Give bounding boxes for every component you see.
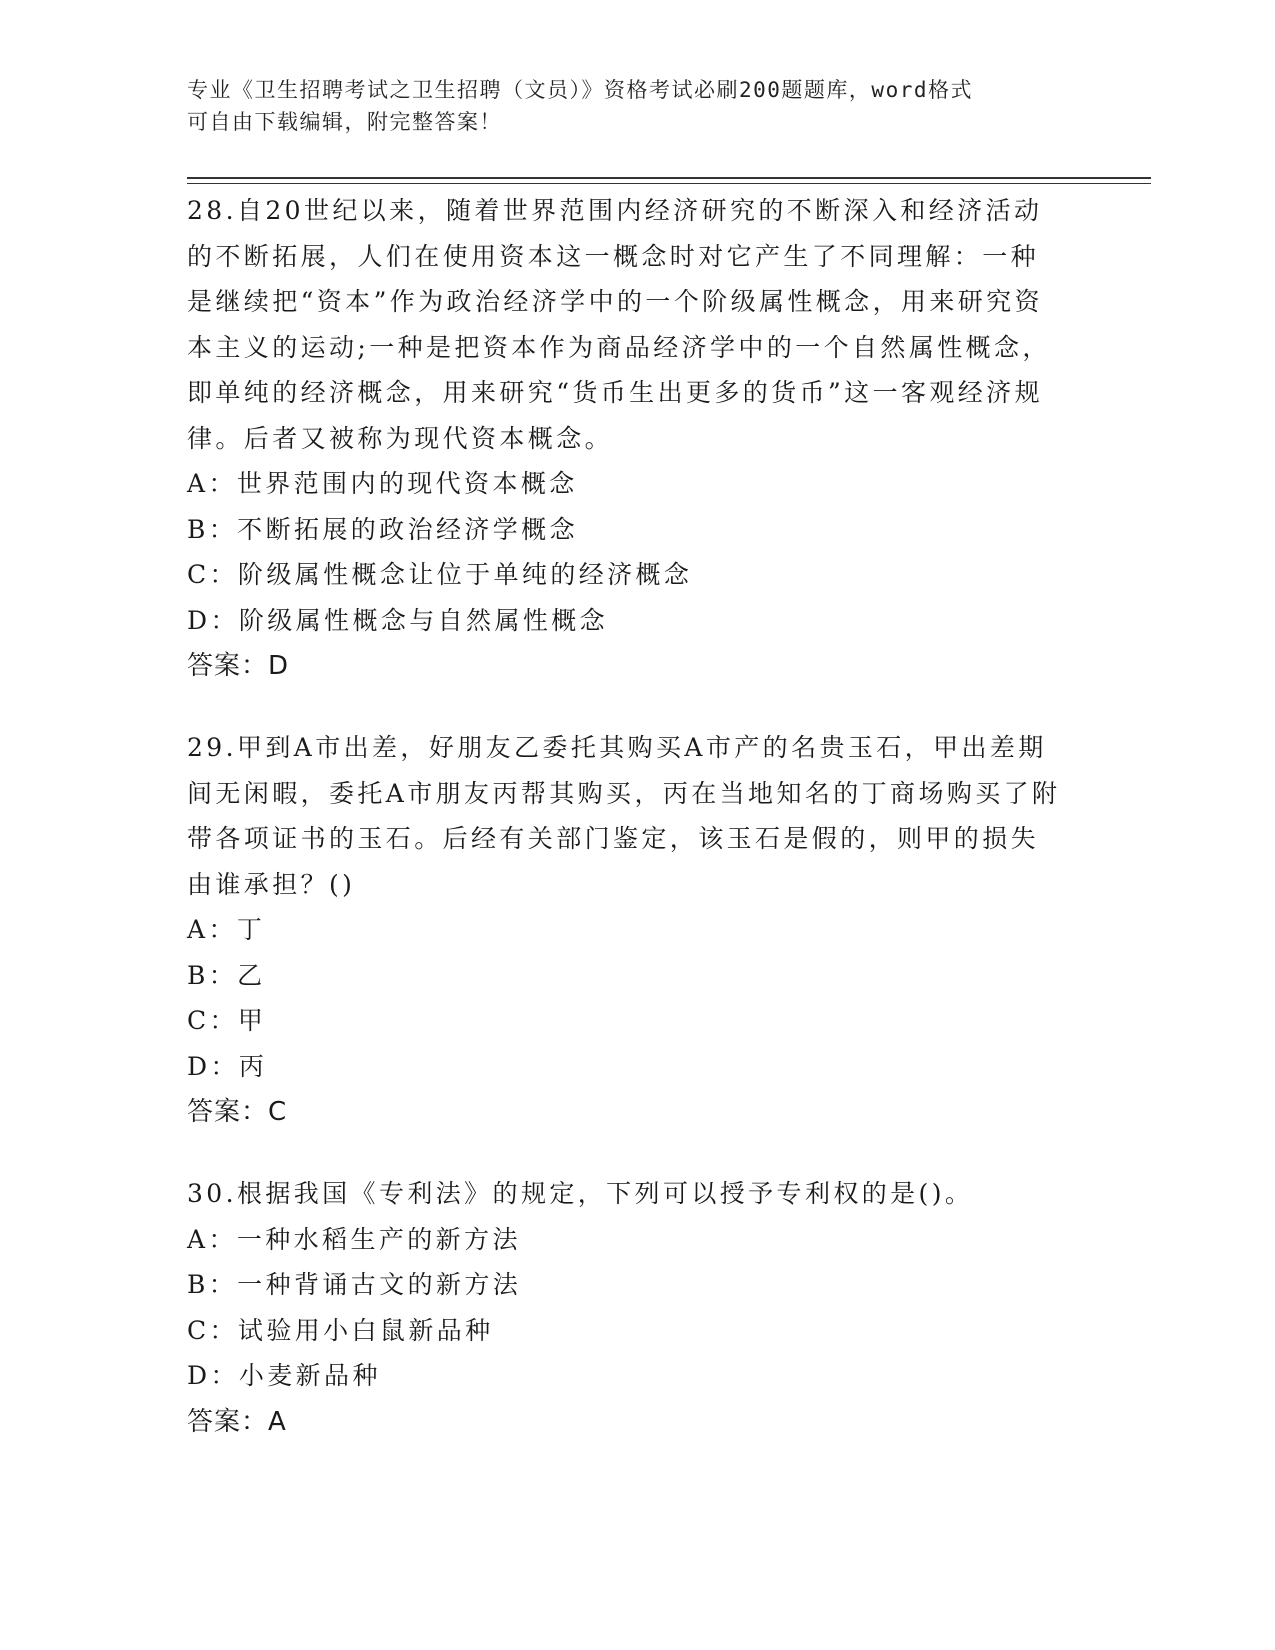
header-line-1: 专业《卫生招聘考试之卫生招聘（文员）》资格考试必刷200题题库，word格式 bbox=[187, 78, 973, 102]
question-text: 30.根据我国《专利法》的规定，下列可以授予专利权的是()。 bbox=[187, 1179, 974, 1208]
question-text: 28.自20世纪以来，随着世界范围内经济研究的不断深入和经济活动的不断拓展，人们在使用资本这一概念时对它产生了不同理解：一种是继续把“资本”作为政治经济学中的一个阶级属性概念，用来研究资本主义的运动;一种是把资本作为商品经济学中的一个自然属性概念，即单纯的经济概念，用来研究“货币生出更多的货币”这一客观经济规律。后者又被称为现代资本概念。 bbox=[187, 196, 1051, 453]
question-text: 29.甲到A市出差，好朋友乙委托其购买A市产的名贵玉石，甲出差期间无闲暇，委托A市朋友丙帮其购买，丙在当地知名的丁商场购买了附带各项证书的玉石。后经有关部门鉴定，该玉石是假的，则甲的损失由谁承担？() bbox=[187, 733, 1061, 899]
question-28 bbox=[187, 188, 1067, 689]
header-divider-thin bbox=[187, 183, 1151, 184]
option-d: D：丙 bbox=[187, 1051, 268, 1081]
question-29 bbox=[187, 725, 1067, 1135]
answer-line: 答案：C bbox=[187, 1097, 288, 1127]
option-a: A：一种水稻生产的新方法 bbox=[187, 1224, 521, 1254]
option-a: A：世界范围内的现代资本概念 bbox=[187, 469, 578, 498]
question-list bbox=[187, 188, 1067, 1481]
option-c: C：甲 bbox=[187, 1006, 267, 1035]
question-30 bbox=[187, 1171, 1067, 1445]
option-b: B：一种背诵古文的新方法 bbox=[187, 1270, 522, 1299]
option-b: B：不断拓展的政治经济学概念 bbox=[187, 514, 578, 544]
option-d: D：小麦新品种 bbox=[187, 1361, 381, 1390]
option-a: A：丁 bbox=[187, 915, 266, 944]
option-c: C：试验用小白鼠新品种 bbox=[187, 1315, 494, 1345]
option-b: B：乙 bbox=[187, 960, 266, 990]
document-header bbox=[187, 74, 1067, 138]
option-d: D：阶级属性概念与自然属性概念 bbox=[187, 605, 609, 635]
answer-line: 答案：A bbox=[187, 1406, 287, 1437]
option-c: C：阶级属性概念让位于单纯的经济概念 bbox=[187, 560, 693, 589]
header-divider-thick bbox=[187, 177, 1151, 179]
answer-line: 答案：D bbox=[187, 651, 290, 681]
header-line-2: 可自由下载编辑，附完整答案！ bbox=[187, 110, 502, 134]
